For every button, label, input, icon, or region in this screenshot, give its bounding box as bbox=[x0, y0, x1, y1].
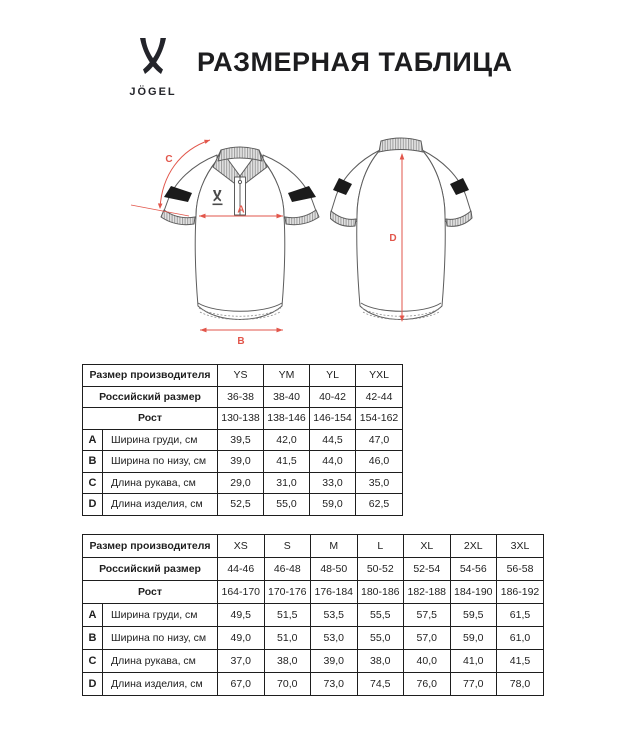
measure-value: 46,0 bbox=[356, 451, 403, 473]
measure-value: 57,5 bbox=[404, 604, 451, 627]
size-value: 44-46 bbox=[218, 558, 265, 581]
size-header-row bbox=[83, 408, 403, 430]
measure-key: D bbox=[83, 673, 103, 696]
size-value: 130-138 bbox=[218, 408, 264, 430]
adult-size-table-body bbox=[83, 535, 544, 696]
size-header-row bbox=[83, 558, 544, 581]
measure-key: C bbox=[83, 650, 103, 673]
measure-value: 47,0 bbox=[356, 429, 403, 451]
measure-row bbox=[83, 673, 544, 696]
size-value: 52-54 bbox=[404, 558, 451, 581]
size-value: 3XL bbox=[497, 535, 544, 558]
measure-row bbox=[83, 494, 403, 516]
measure-key: B bbox=[83, 627, 103, 650]
size-header-row bbox=[83, 535, 544, 558]
brand-logo bbox=[118, 36, 188, 104]
back-torso bbox=[357, 148, 446, 320]
measure-value: 37,0 bbox=[218, 650, 265, 673]
size-value: 50-52 bbox=[357, 558, 404, 581]
size-value: 138-146 bbox=[264, 408, 310, 430]
measure-row bbox=[83, 627, 544, 650]
measure-value: 67,0 bbox=[218, 673, 265, 696]
measure-label-d: D bbox=[389, 233, 397, 244]
size-value: 164-170 bbox=[218, 581, 265, 604]
measure-label: Ширина по низу, см bbox=[103, 451, 218, 473]
measure-value: 73,0 bbox=[311, 673, 358, 696]
size-value: S bbox=[264, 535, 311, 558]
size-value: L bbox=[357, 535, 404, 558]
measure-value: 70,0 bbox=[264, 673, 311, 696]
jogel-logo-icon bbox=[138, 38, 168, 78]
polo-front-diagram bbox=[130, 120, 320, 350]
size-value: 182-188 bbox=[404, 581, 451, 604]
size-value: 36-38 bbox=[218, 386, 264, 408]
measure-value: 61,0 bbox=[497, 627, 544, 650]
row-group-label: Размер производителя bbox=[83, 365, 218, 387]
size-value: 46-48 bbox=[264, 558, 311, 581]
measure-value: 74,5 bbox=[357, 673, 404, 696]
measure-label-c: C bbox=[165, 154, 173, 165]
size-value: 42-44 bbox=[356, 386, 403, 408]
measure-value: 39,0 bbox=[311, 650, 358, 673]
measure-value: 51,5 bbox=[264, 604, 311, 627]
measure-row bbox=[83, 472, 403, 494]
measure-label: Ширина груди, см bbox=[103, 604, 218, 627]
adult-size-table bbox=[82, 534, 544, 696]
measure-label-a: A bbox=[237, 204, 245, 216]
measure-value: 55,5 bbox=[357, 604, 404, 627]
row-group-label: Российский размер bbox=[83, 558, 218, 581]
size-value: 56-58 bbox=[497, 558, 544, 581]
measure-value: 31,0 bbox=[264, 472, 310, 494]
measure-key: B bbox=[83, 451, 103, 473]
row-group-label: Российский размер bbox=[83, 386, 218, 408]
measure-value: 38,0 bbox=[357, 650, 404, 673]
measure-value: 40,0 bbox=[404, 650, 451, 673]
measure-value: 61,5 bbox=[497, 604, 544, 627]
back-collar-band bbox=[379, 138, 423, 152]
size-value: 186-192 bbox=[497, 581, 544, 604]
measure-value: 41,5 bbox=[264, 451, 310, 473]
measure-value: 77,0 bbox=[450, 673, 497, 696]
measure-value: 76,0 bbox=[404, 673, 451, 696]
size-value: 54-56 bbox=[450, 558, 497, 581]
measure-value: 52,5 bbox=[218, 494, 264, 516]
size-value: YM bbox=[264, 365, 310, 387]
measure-key: D bbox=[83, 494, 103, 516]
measure-label: Длина рукава, см bbox=[103, 472, 218, 494]
measure-value: 49,5 bbox=[218, 604, 265, 627]
measure-value: 39,0 bbox=[218, 451, 264, 473]
front-button bbox=[238, 180, 241, 183]
size-value: 176-184 bbox=[311, 581, 358, 604]
youth-size-table bbox=[82, 364, 403, 516]
measure-key: A bbox=[83, 604, 103, 627]
measure-value: 44,0 bbox=[310, 451, 356, 473]
measure-label: Длина рукава, см bbox=[103, 650, 218, 673]
size-header-row bbox=[83, 365, 403, 387]
measure-value: 53,5 bbox=[311, 604, 358, 627]
measure-value: 57,0 bbox=[404, 627, 451, 650]
size-header-row bbox=[83, 581, 544, 604]
row-group-label: Размер производителя bbox=[83, 535, 218, 558]
measure-value: 53,0 bbox=[311, 627, 358, 650]
measure-label: Длина изделия, см bbox=[103, 673, 218, 696]
size-value: 48-50 bbox=[311, 558, 358, 581]
measure-value: 51,0 bbox=[264, 627, 311, 650]
measure-value: 41,5 bbox=[497, 650, 544, 673]
size-value: M bbox=[311, 535, 358, 558]
size-value: XL bbox=[404, 535, 451, 558]
measure-row bbox=[83, 604, 544, 627]
measure-row bbox=[83, 650, 544, 673]
measure-label: Ширина по низу, см bbox=[103, 627, 218, 650]
measure-value: 35,0 bbox=[356, 472, 403, 494]
measure-value: 42,0 bbox=[264, 429, 310, 451]
size-header-row bbox=[83, 386, 403, 408]
measure-row bbox=[83, 429, 403, 451]
size-value: 180-186 bbox=[357, 581, 404, 604]
measure-key: C bbox=[83, 472, 103, 494]
size-value: YXL bbox=[356, 365, 403, 387]
youth-size-table-body bbox=[83, 365, 403, 516]
size-value: XS bbox=[218, 535, 265, 558]
measure-value: 59,0 bbox=[450, 627, 497, 650]
measure-value: 78,0 bbox=[497, 673, 544, 696]
size-value: 38-40 bbox=[264, 386, 310, 408]
size-value: 40-42 bbox=[310, 386, 356, 408]
measure-value: 49,0 bbox=[218, 627, 265, 650]
measure-value: 38,0 bbox=[264, 650, 311, 673]
measure-label-b: B bbox=[237, 336, 245, 347]
measure-value: 39,5 bbox=[218, 429, 264, 451]
measure-value: 44,5 bbox=[310, 429, 356, 451]
measure-value: 55,0 bbox=[357, 627, 404, 650]
row-group-label: Рост bbox=[83, 581, 218, 604]
measure-row bbox=[83, 451, 403, 473]
measure-value: 33,0 bbox=[310, 472, 356, 494]
size-value: 2XL bbox=[450, 535, 497, 558]
polo-back-diagram bbox=[330, 120, 520, 350]
size-value: 170-176 bbox=[264, 581, 311, 604]
brand-wordmark: JÖGEL bbox=[129, 86, 177, 98]
size-value: YS bbox=[218, 365, 264, 387]
size-value: 146-154 bbox=[310, 408, 356, 430]
measure-value: 29,0 bbox=[218, 472, 264, 494]
measure-key: A bbox=[83, 429, 103, 451]
page-title: РАЗМЕРНАЯ ТАБЛИЦА bbox=[197, 47, 513, 77]
measure-value: 59,0 bbox=[310, 494, 356, 516]
measure-value: 55,0 bbox=[264, 494, 310, 516]
size-value: 154-162 bbox=[356, 408, 403, 430]
measure-value: 41,0 bbox=[450, 650, 497, 673]
row-group-label: Рост bbox=[83, 408, 218, 430]
measure-label: Ширина груди, см bbox=[103, 429, 218, 451]
size-value: 184-190 bbox=[450, 581, 497, 604]
measure-value: 59,5 bbox=[450, 604, 497, 627]
measure-value: 62,5 bbox=[356, 494, 403, 516]
size-value: YL bbox=[310, 365, 356, 387]
measure-label: Длина изделия, см bbox=[103, 494, 218, 516]
